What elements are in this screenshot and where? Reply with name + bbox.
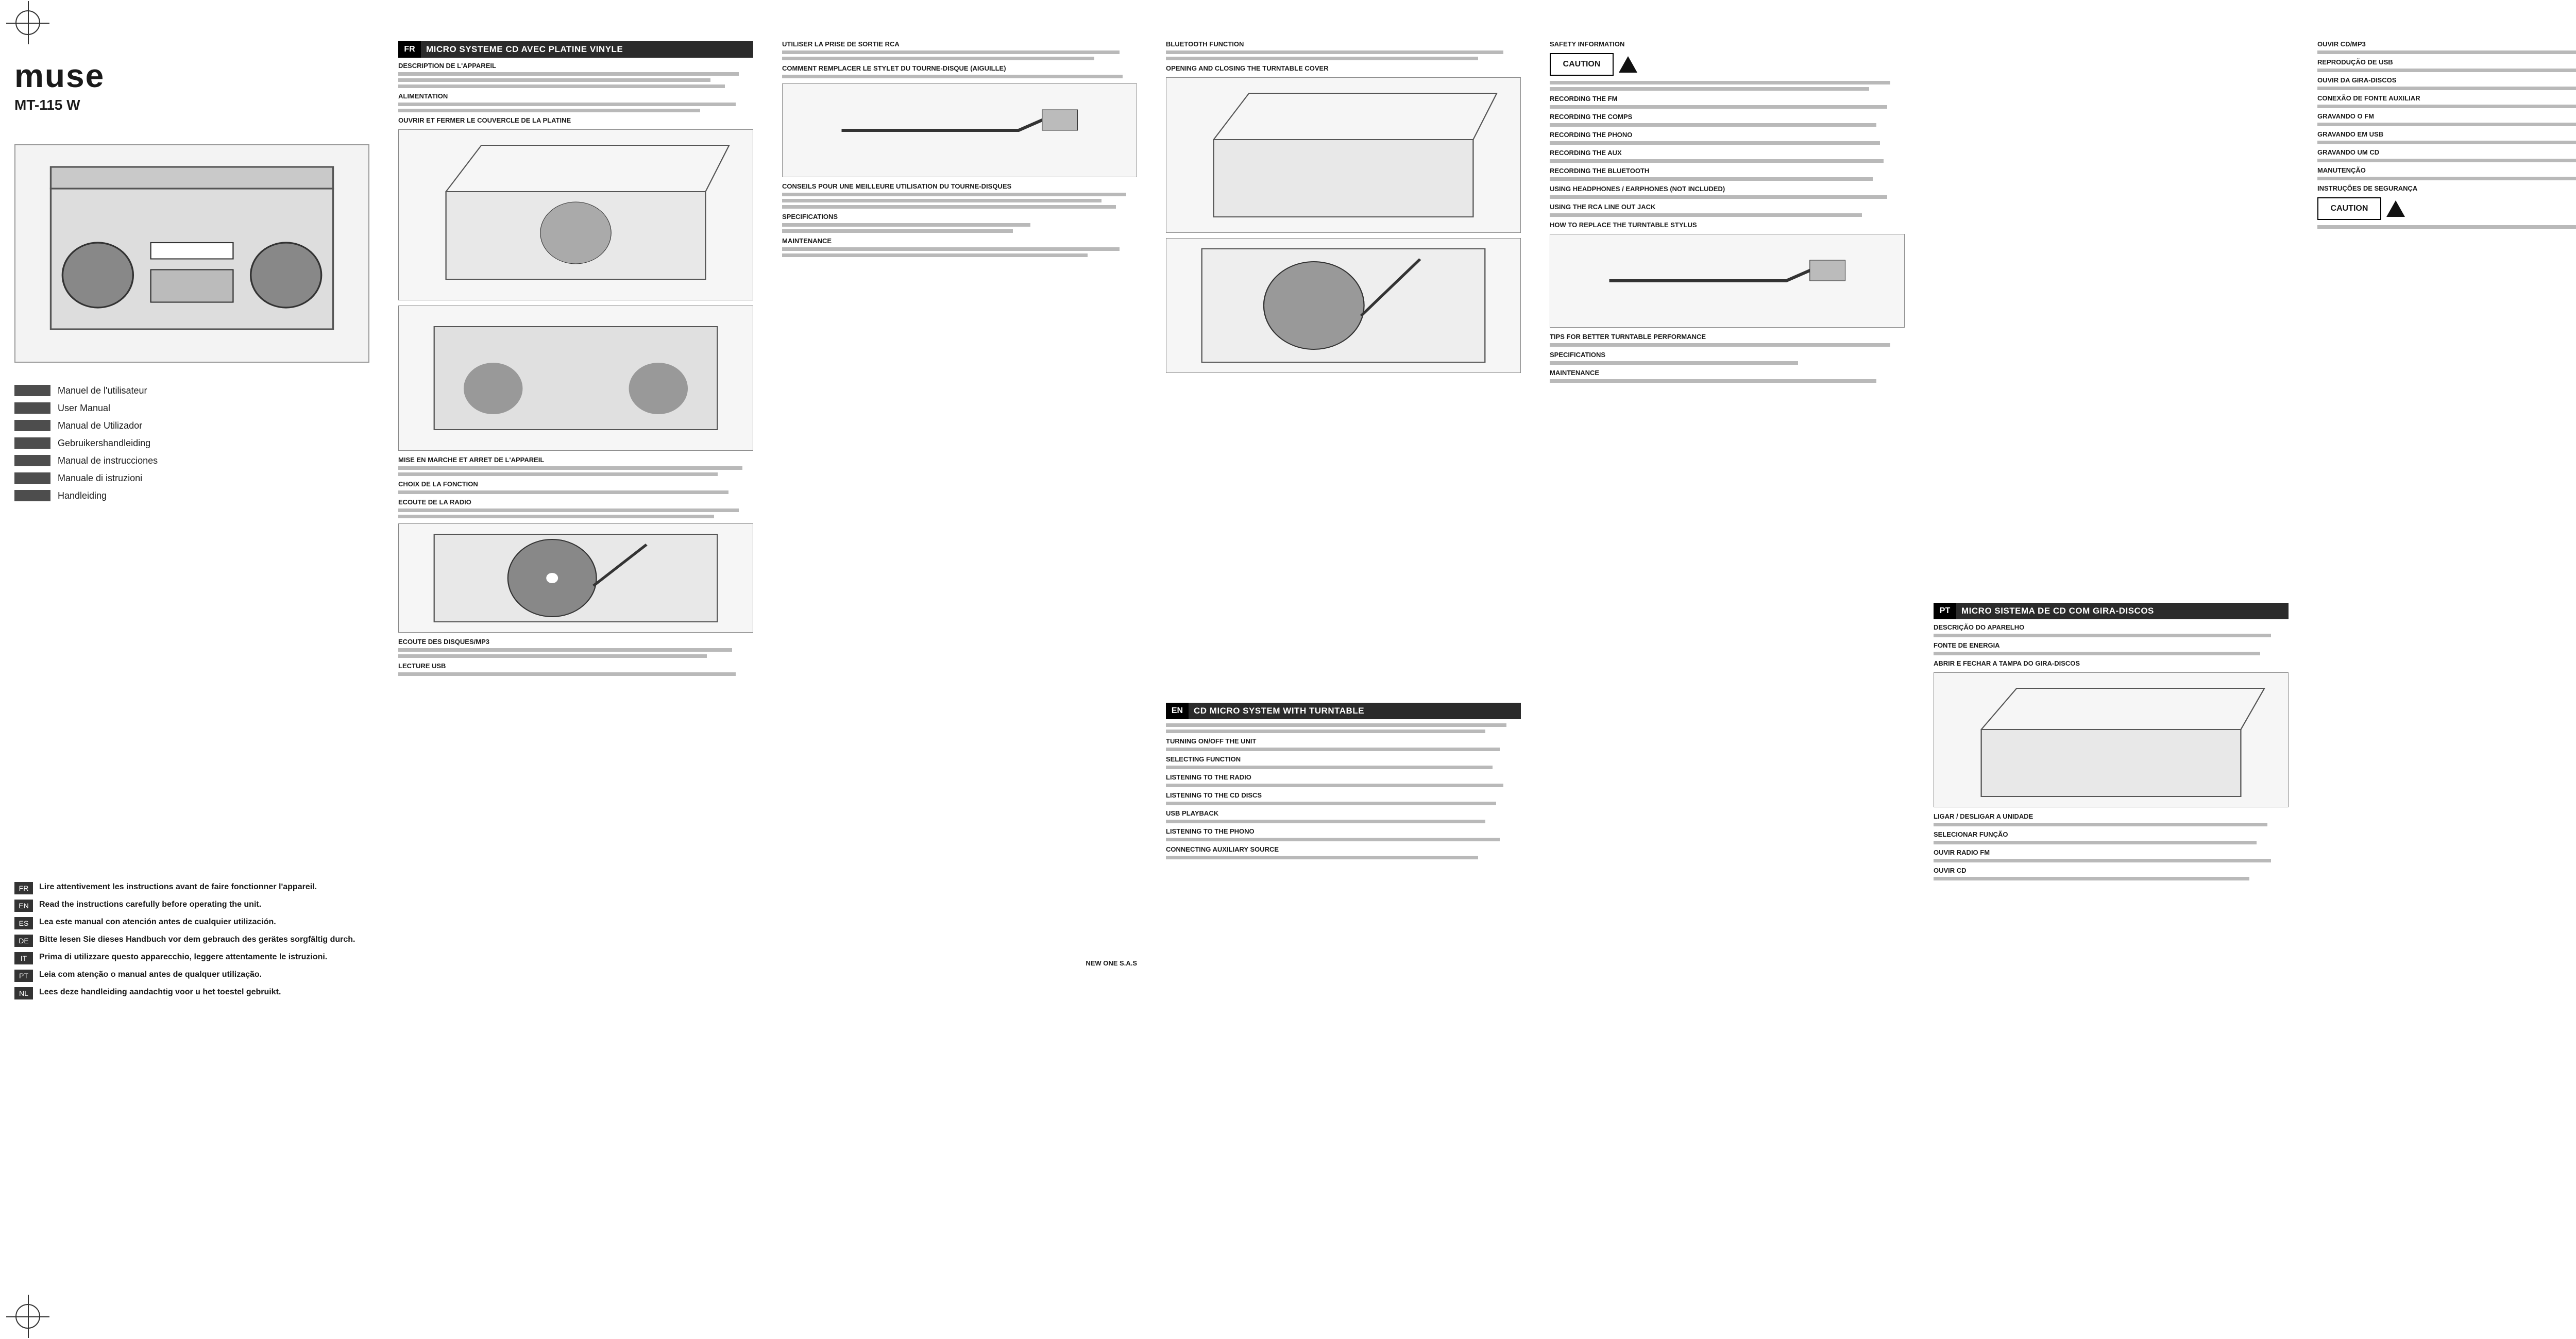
subheading: SPECIFICATIONS [1550, 351, 1606, 359]
list-item [14, 418, 369, 433]
warning-triangle-icon [2386, 200, 2405, 217]
language-code: NL [14, 987, 33, 999]
text-line [2317, 141, 2576, 144]
text-line [1550, 141, 1880, 145]
language-label: Manuale di istruzioni [58, 472, 143, 483]
subheading: GRAVANDO EM USB [2317, 130, 2384, 138]
text-line [398, 84, 725, 88]
subheading: OPENING AND CLOSING THE TURNTABLE COVER [1166, 64, 1329, 72]
subheading: CONEXÃO DE FONTE AUXILIAR [2317, 94, 2420, 102]
flag-icon [14, 437, 50, 449]
subheading: RECORDING THE BLUETOOTH [1550, 167, 1650, 175]
subheading: RECORDING THE PHONO [1550, 131, 1633, 139]
text-line [1934, 823, 2267, 826]
notice-text: Lees deze handleiding aandachtig voor u het toestel gebruikt. [39, 988, 281, 996]
text-line [398, 490, 728, 494]
subheading: ABRIR E FECHAR A TAMPA DO GIRA-DISCOS [1934, 659, 2080, 667]
subheading: OUVRIR ET FERMER LE COUVERCLE DE LA PLATINE [398, 116, 571, 124]
list-item [14, 436, 369, 450]
flag-icon [14, 472, 50, 484]
section-title: MICRO SISTEMA DE CD COM GIRA-DISCOS [1961, 606, 2154, 616]
text-line [2317, 159, 2576, 162]
language-label: Manual de instrucciones [58, 455, 158, 466]
text-line [782, 247, 1120, 251]
turntable-front-diagram [398, 306, 753, 451]
publisher-name: NEW ONE S.A.S [1086, 959, 1137, 967]
fr-panel-2 [768, 36, 1151, 1309]
subheading: OUVIR RADIO FM [1934, 849, 1990, 856]
text-line [1166, 723, 1506, 727]
language-code: EN [14, 900, 33, 912]
section-header [1934, 603, 2289, 619]
text-line [1166, 838, 1500, 841]
language-label: Handleiding [58, 490, 107, 501]
language-code: ES [14, 917, 33, 929]
subheading: USB PLAYBACK [1166, 809, 1219, 817]
product-image [14, 144, 369, 363]
text-line [2317, 225, 2576, 229]
text-line [1166, 57, 1478, 60]
turntable-top-diagram [398, 523, 753, 633]
text-line [2317, 69, 2576, 72]
text-line [1934, 859, 2271, 862]
text-line [782, 223, 1030, 227]
subheading: USING HEADPHONES / EARPHONES (NOT INCLUDED) [1550, 185, 1725, 193]
text-line [782, 205, 1116, 209]
list-item [14, 917, 369, 929]
language-code: EN [1166, 703, 1189, 719]
subheading: TURNING ON/OFF THE UNIT [1166, 737, 1257, 745]
pt-panel-1 [1919, 36, 2303, 1309]
text-line [1550, 379, 1876, 383]
list-item [14, 900, 369, 912]
subheading: BLUETOOTH FUNCTION [1166, 40, 1244, 48]
text-line [398, 509, 739, 512]
subheading: MISE EN MARCHE ET ARRET DE L'APPAREIL [398, 456, 545, 464]
section-title: CD MICRO SYSTEM WITH TURNTABLE [1194, 706, 1365, 716]
text-line [1550, 213, 1862, 217]
notice-text: Bitte lesen Sie dieses Handbuch vor dem gebrauch des gerätes sorgfältig durch. [39, 935, 355, 944]
subheading: SELECIONAR FUNÇÃO [1934, 830, 2008, 838]
list-item [14, 383, 369, 398]
text-line [1166, 802, 1496, 805]
text-line [782, 229, 1013, 233]
subheading: GRAVANDO O FM [2317, 112, 2375, 120]
subheading: ECOUTE DES DISQUES/MP3 [398, 638, 489, 646]
text-line [2317, 177, 2576, 180]
text-line [1166, 784, 1503, 787]
text-line [398, 72, 739, 76]
fr-panel-1 [384, 36, 768, 1309]
subheading: CHOIX DE LA FONCTION [398, 480, 478, 488]
text-line [1550, 87, 1869, 91]
language-label: User Manual [58, 402, 111, 413]
text-line [398, 109, 700, 112]
list-item [14, 952, 369, 964]
language-code: IT [14, 952, 33, 964]
caution-label: CAUTION [1550, 53, 1614, 76]
text-line [1550, 123, 1876, 127]
subheading: LISTENING TO THE RADIO [1166, 773, 1251, 781]
notice-text: Lea este manual con atención antes de cualquier utilización. [39, 918, 276, 926]
subheading: GRAVANDO UM CD [2317, 148, 2380, 156]
list-item [14, 471, 369, 485]
flag-icon [14, 385, 50, 396]
text-line [1550, 105, 1887, 109]
text-line [1550, 159, 1884, 163]
flag-icon [14, 455, 50, 466]
text-line [1166, 766, 1493, 769]
subheading: LIGAR / DESLIGAR A UNIDADE [1934, 812, 2033, 820]
language-code: PT [14, 970, 33, 982]
subheading: OUVIR CD [1934, 867, 1967, 874]
text-line [1166, 856, 1478, 859]
language-code: PT [1934, 603, 1956, 619]
language-list [14, 383, 369, 503]
subheading: ECOUTE DE LA RADIO [398, 498, 471, 506]
language-label: Manual de Utilizador [58, 420, 143, 431]
text-line [398, 472, 718, 476]
language-code: FR [398, 41, 421, 58]
stylus-diagram [782, 83, 1137, 177]
subheading: FONTE DE ENERGIA [1934, 641, 2000, 649]
list-item [14, 453, 369, 468]
text-line [782, 50, 1120, 54]
subheading: RECORDING THE COMPS [1550, 113, 1633, 121]
en-panel-2 [1535, 36, 1919, 1309]
subheading: OUVIR CD/MP3 [2317, 40, 2366, 48]
caution-box [2317, 197, 2576, 220]
text-line [1934, 877, 2249, 880]
text-line [398, 672, 736, 676]
subheading: LISTENING TO THE CD DISCS [1166, 791, 1262, 799]
list-item [14, 488, 369, 503]
turntable-cover-diagram [1934, 672, 2289, 807]
text-line [398, 648, 732, 652]
subheading: COMMENT REMPLACER LE STYLET DU TOURNE-DISQUE (AIGUILLE) [782, 64, 1006, 72]
text-line [782, 253, 1088, 257]
text-line [1934, 652, 2260, 655]
subheading: CONSEILS POUR UNE MEILLEURE UTILISATION DU TOURNE-DISQUES [782, 182, 1012, 190]
subheading: RECORDING THE FM [1550, 95, 1618, 103]
subheading: TIPS FOR BETTER TURNTABLE PERFORMANCE [1550, 333, 1706, 341]
list-item [14, 970, 369, 982]
section-header [1166, 703, 1521, 719]
text-line [1550, 177, 1873, 181]
text-line [398, 103, 736, 106]
text-line [1550, 343, 1890, 347]
text-line [1934, 634, 2271, 637]
text-line [1550, 195, 1887, 199]
turntable-cover-diagram [398, 129, 753, 300]
cover-panel [0, 36, 384, 1309]
subheading: LECTURE USB [398, 662, 446, 670]
list-item [14, 987, 369, 999]
subheading: LISTENING TO THE PHONO [1166, 827, 1255, 835]
text-line [1166, 730, 1485, 733]
notice-text: Lire attentivement les instructions avant de faire fonctionner l'appareil. [39, 883, 317, 891]
section-title: MICRO SYSTEME CD AVEC PLATINE VINYLE [426, 44, 623, 54]
text-line [1550, 361, 1798, 365]
flag-icon [14, 420, 50, 431]
turntable-top-diagram [1166, 238, 1521, 373]
text-line [1550, 81, 1890, 84]
language-label: Manuel de l'utilisateur [58, 385, 147, 396]
language-code: DE [14, 935, 33, 947]
text-line [1166, 748, 1500, 751]
subheading: ALIMENTATION [398, 92, 448, 100]
text-line [2317, 87, 2576, 90]
subheading: SAFETY INFORMATION [1550, 40, 1625, 48]
language-label: Gebruikershandleiding [58, 437, 151, 448]
subheading: USING THE RCA LINE OUT JACK [1550, 203, 1656, 211]
list-item [14, 401, 369, 415]
text-line [782, 57, 1094, 60]
subheading: MAINTENANCE [782, 237, 832, 245]
notice-text: Read the instructions carefully before operating the unit. [39, 900, 262, 909]
subheading: SELECTING FUNCTION [1166, 755, 1241, 763]
text-line [2317, 50, 2576, 54]
text-line [1166, 50, 1503, 54]
text-line [398, 515, 714, 518]
subheading: SPECIFICATIONS [782, 213, 838, 221]
text-line [2317, 123, 2576, 126]
en-panel-1 [1151, 36, 1535, 1309]
list-item [14, 882, 369, 894]
turntable-cover-diagram [1166, 77, 1521, 233]
text-line [1166, 820, 1485, 823]
subheading: CONNECTING AUXILIARY SOURCE [1166, 845, 1279, 853]
caution-label: CAUTION [2317, 197, 2381, 220]
subheading: INSTRUÇÕES DE SEGURANÇA [2317, 184, 2418, 192]
text-line [398, 78, 710, 82]
subheading: MANUTENÇÃO [2317, 166, 2366, 174]
model-number: MT-115 W [14, 97, 80, 113]
subheading: REPRODUÇÃO DE USB [2317, 58, 2393, 66]
subheading: MAINTENANCE [1550, 369, 1600, 377]
brand-logo: muse [14, 57, 105, 94]
subheading: HOW TO REPLACE THE TURNTABLE STYLUS [1550, 221, 1697, 229]
text-line [782, 75, 1123, 78]
subheading: UTILISER LA PRISE DE SORTIE RCA [782, 40, 900, 48]
list-item [14, 935, 369, 947]
flag-icon [14, 402, 50, 414]
pt-panel-2 [2303, 36, 2576, 1309]
text-line [398, 654, 707, 658]
notice-text: Leia com atenção o manual antes de qualquer utilização. [39, 970, 262, 979]
language-code: FR [14, 882, 33, 894]
section-header [398, 41, 753, 58]
subheading: DESCRIPTION DE L'APPAREIL [398, 62, 496, 70]
subheading: DESCRIÇÃO DO APARELHO [1934, 623, 2025, 631]
stylus-diagram [1550, 234, 1905, 328]
subheading: OUVIR DA GIRA-DISCOS [2317, 76, 2397, 84]
text-line [782, 199, 1101, 202]
notice-list [14, 882, 369, 999]
notice-text: Prima di utilizzare questo apparecchio, leggere attentamente le istruzioni. [39, 953, 328, 961]
caution-box [1550, 53, 1905, 76]
text-line [2317, 105, 2576, 108]
warning-triangle-icon [1619, 56, 1637, 73]
text-line [398, 466, 742, 470]
subheading: RECORDING THE AUX [1550, 149, 1622, 157]
text-line [782, 193, 1126, 196]
text-line [1934, 841, 2257, 844]
flag-icon [14, 490, 50, 501]
crop-mark-top-left-icon [15, 10, 40, 35]
